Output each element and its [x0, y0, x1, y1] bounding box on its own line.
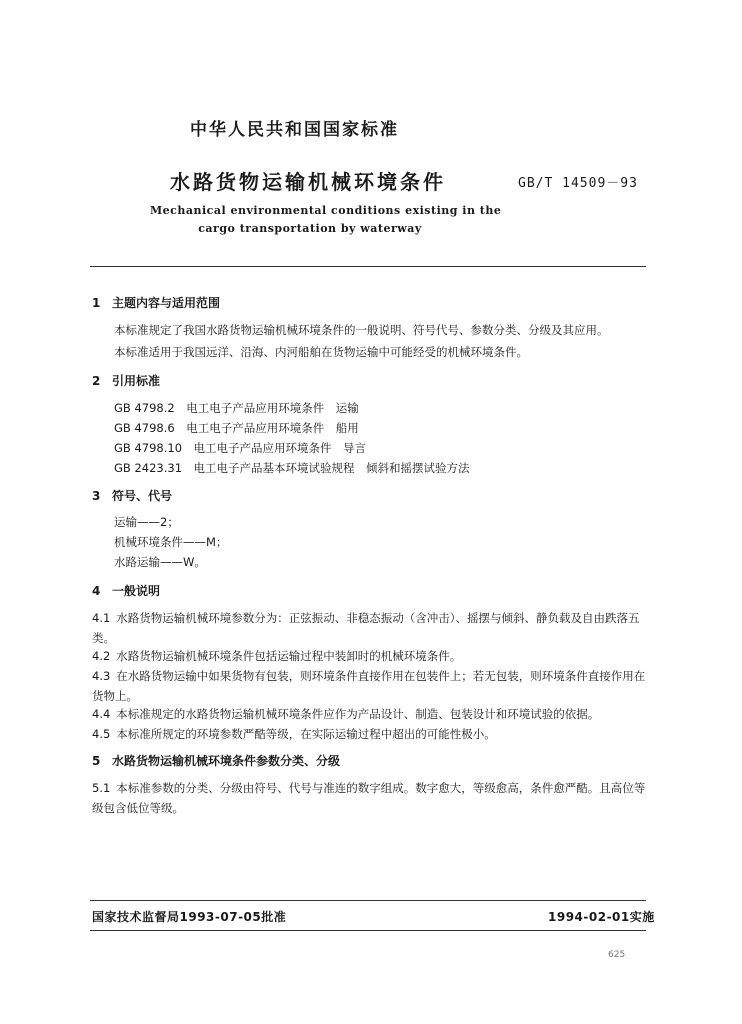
clause-number: 4.2	[92, 649, 111, 663]
section-title: 引用标准	[112, 374, 161, 388]
section-number: 4	[92, 584, 101, 598]
section-1-heading	[92, 294, 220, 311]
section-number: 2	[92, 374, 101, 388]
reference-item	[114, 400, 359, 416]
reference-code: GB 4798.6	[114, 421, 175, 435]
clause-number: 5.1	[92, 781, 111, 795]
reference-code: GB 2423.31	[114, 461, 183, 475]
page-number: 625	[608, 950, 626, 960]
symbol-item: 机械环境条件——M；	[114, 535, 228, 549]
clause-4-2	[92, 646, 648, 666]
clause-number: 4.1	[92, 611, 111, 625]
clause-text: 水路货物运输机械环境条件包括运输过程中装卸时的机械环境条件。	[116, 649, 462, 663]
section-title: 一般说明	[112, 584, 161, 598]
reference-title: 电工电子产品应用环境条件 导言	[193, 441, 367, 455]
section-title: 符号、代号	[112, 489, 173, 503]
clause-number: 4.3	[92, 669, 111, 683]
clause-number: 4.4	[92, 707, 111, 721]
reference-item	[114, 460, 470, 476]
section-number: 3	[92, 489, 101, 503]
document-title-en-line2: cargo transportation by waterway	[198, 222, 422, 235]
section-number: 1	[92, 296, 101, 310]
section-4-heading	[92, 582, 160, 599]
clause-text: 水路货物运输机械环境参数分为：正弦振动、非稳态振动（含冲击）、摇摆与倾斜、静负载及自由跌落五类。	[92, 611, 640, 645]
document-title-cn: 水路货物运输机械环境条件	[170, 170, 446, 194]
standard-code: GB/T 14509－93	[518, 176, 638, 191]
clause-text: 在水路货物运输中如果货物有包装，则环境条件直接作用在包装件上；若无包装，则环境条件直接作用在货物上。	[92, 669, 646, 703]
document-title-en-line1: Mechanical environmental conditions existing in the	[150, 204, 502, 217]
reference-title: 电工电子产品应用环境条件 船用	[186, 421, 359, 435]
reference-title: 电工电子产品基本环境试验规程 倾斜和摇摆试验方法	[193, 461, 470, 475]
reference-code: GB 4798.2	[114, 401, 175, 415]
clause-text: 本标准规定的水路货物运输机械环境条件应作为产品设计、制造、包装设计和环境试验的依据。	[116, 707, 600, 721]
clause-4-5	[92, 724, 648, 744]
clause-text: 本标准所规定的环境参数严酷等级，在实际运输过程中超出的可能性极小。	[116, 727, 496, 741]
clause-number: 4.5	[92, 727, 111, 741]
section-1-paragraph-2: 本标准适用于我国远洋、沿海、内河船舶在货物运输中可能经受的机械环境条件。	[114, 345, 528, 359]
clause-4-1	[92, 608, 648, 648]
section-5-heading	[92, 752, 340, 769]
footer-bottom-rule	[90, 930, 646, 931]
footer-rule	[90, 900, 646, 901]
section-1-paragraph-1: 本标准规定了我国水路货物运输机械环境条件的一般说明、符号代号、参数分类、分级及其应用。	[114, 323, 609, 337]
header-rule	[90, 266, 646, 267]
clause-4-3	[92, 666, 648, 706]
reference-item	[114, 420, 359, 436]
clause-5-1	[92, 778, 648, 818]
symbol-item: 水路运输——W。	[114, 555, 206, 569]
section-title: 水路货物运输机械环境条件参数分类、分级	[112, 754, 341, 768]
section-2-heading	[92, 372, 160, 389]
effective-date: 1994-02-01实施	[548, 910, 655, 924]
issued-by: 国家技术监督局1993-07-05批准	[92, 910, 287, 924]
reference-title: 电工电子产品应用环境条件 运输	[186, 401, 359, 415]
reference-code: GB 4798.10	[114, 441, 183, 455]
reference-item	[114, 440, 366, 456]
symbol-item: 运输——2；	[114, 515, 179, 529]
section-title: 主题内容与适用范围	[112, 296, 221, 310]
clause-text: 本标准参数的分类、分级由符号、代号与准连的数字组成。数字愈大，等级愈高，条件愈严酷。且高位等级包含低位等级。	[92, 781, 646, 815]
standard-name: 中华人民共和国国家标准	[190, 120, 399, 140]
section-3-heading	[92, 487, 172, 504]
clause-4-4	[92, 704, 648, 724]
section-number: 5	[92, 754, 101, 768]
